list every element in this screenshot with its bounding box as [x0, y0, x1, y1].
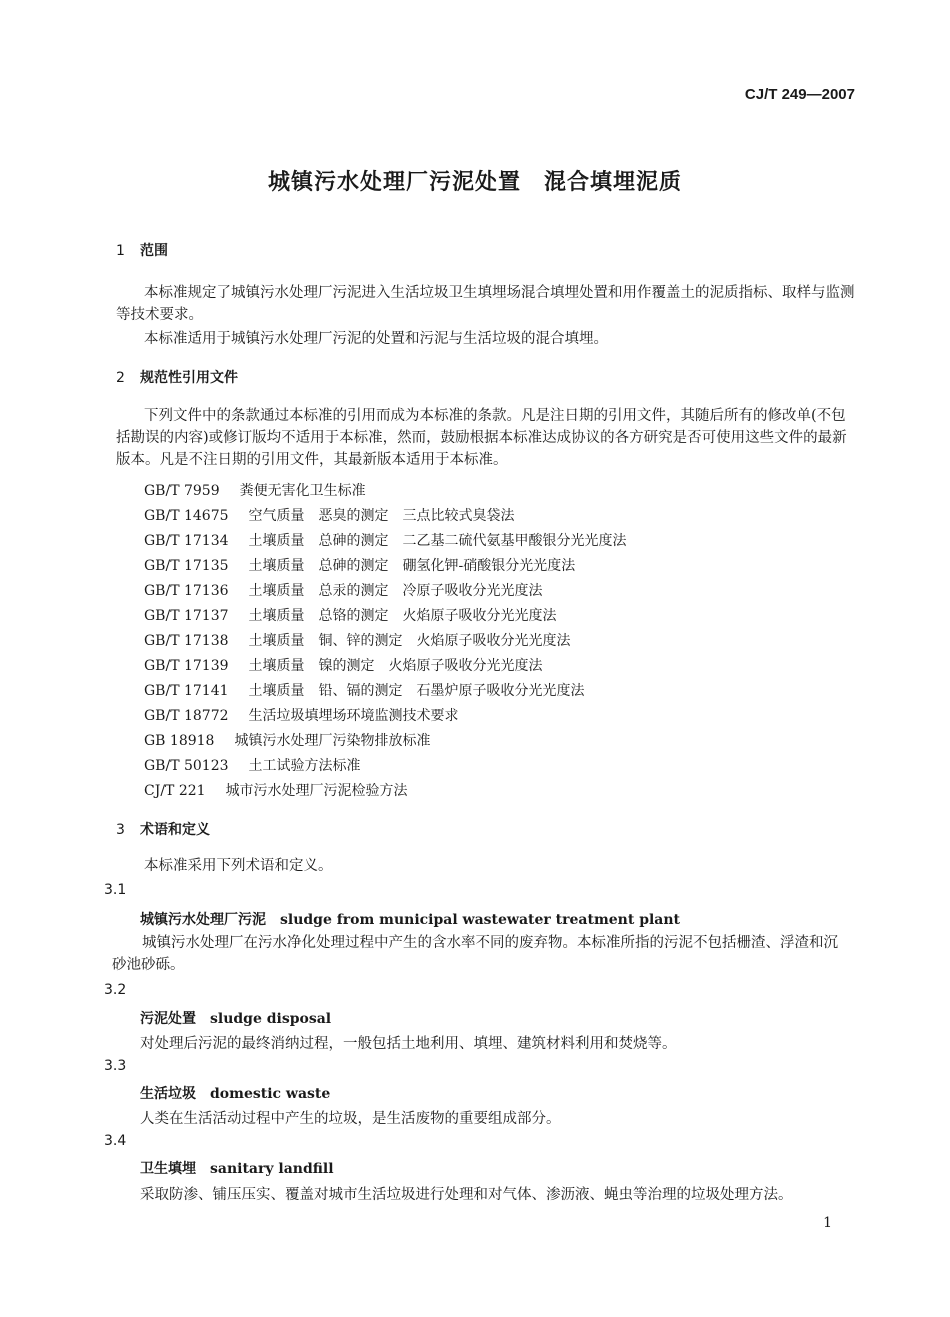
section-number: 3: [116, 822, 125, 838]
reference-code: GB/T 14675: [144, 508, 229, 524]
section-title: 术语和定义: [140, 822, 210, 838]
term-definition: 采取防渗、铺压压实、覆盖对城市生活垃圾进行处理和对气体、渗沥液、蝇虫等治理的垃圾处理方法。: [140, 1187, 793, 1203]
scope-paragraph-2: 本标准适用于城镇污水处理厂污泥的处置和污泥与生活垃圾的混合填埋。: [144, 331, 608, 347]
reference-code: GB/T 17139: [144, 658, 229, 674]
reference-item: [144, 480, 366, 500]
term-heading: [140, 1008, 331, 1028]
term-number: 3.2: [104, 982, 127, 998]
reference-item: [144, 580, 543, 600]
reference-title: 土壤质量 镍的测定 火焰原子吸收分光光度法: [248, 658, 543, 674]
reference-code: GB 18918: [144, 733, 215, 749]
section-title: 范围: [140, 243, 168, 259]
reference-title: 土壤质量 铜、锌的测定 火焰原子吸收分光光度法: [248, 633, 571, 649]
reference-title: 土壤质量 铅、镉的测定 石墨炉原子吸收分光光度法: [248, 683, 585, 699]
reference-code: GB/T 18772: [144, 708, 229, 724]
term-heading: [140, 909, 680, 929]
term-en: sludge from municipal wastewater treatment plant: [280, 912, 681, 928]
reference-item: [144, 680, 585, 700]
reference-title: 土工试验方法标准: [248, 758, 361, 774]
term-heading: [140, 1083, 330, 1103]
reference-code: GB/T 50123: [144, 758, 229, 774]
reference-title: 生活垃圾填埋场环境监测技术要求: [248, 708, 459, 724]
section-heading-scope: [116, 240, 168, 260]
term-zh: 城镇污水处理厂污泥: [140, 912, 266, 928]
reference-title: 城市污水处理厂污泥检验方法: [225, 783, 408, 799]
term-number: 3.1: [104, 882, 127, 898]
terms-intro-paragraph: 本标准采用下列术语和定义。: [144, 858, 333, 874]
reference-item: [144, 505, 515, 525]
term-definition: 对处理后污泥的最终消纳过程，一般包括土地利用、填埋、建筑材料利用和焚烧等。: [140, 1036, 677, 1052]
reference-title: 土壤质量 总铬的测定 火焰原子吸收分光光度法: [248, 608, 557, 624]
reference-title: 粪便无害化卫生标准: [239, 483, 366, 499]
reference-item: [144, 630, 571, 650]
scope-paragraph-1: 本标准规定了城镇污水处理厂污泥进入生活垃圾卫生填埋场混合填埋处置和用作覆盖土的泥质指标、取样与监测等技术要求。: [116, 285, 855, 323]
reference-code: GB/T 17135: [144, 558, 229, 574]
reference-title: 土壤质量 总砷的测定 二乙基二硫代氨基甲酸银分光光度法: [248, 533, 627, 549]
term-en: sanitary landfill: [210, 1161, 334, 1177]
term-heading: [140, 1158, 334, 1178]
reference-code: GB/T 17141: [144, 683, 229, 699]
term-zh: 卫生填埋: [140, 1161, 196, 1177]
term-en: sludge disposal: [210, 1011, 332, 1027]
term-definition: 城镇污水处理厂在污水净化处理过程中产生的含水率不同的废弃物。本标准所指的污泥不包括栅渣、浮渣和沉砂池砂砾。: [112, 935, 838, 973]
term-number: 3.4: [104, 1133, 127, 1149]
reference-title: 城镇污水处理厂污染物排放标准: [234, 733, 431, 749]
reference-item: [144, 530, 627, 550]
reference-code: GB/T 7959: [144, 483, 220, 499]
term-zh: 污泥处置: [140, 1011, 196, 1027]
reference-title: 土壤质量 总汞的测定 冷原子吸收分光光度法: [248, 583, 543, 599]
reference-item: [144, 780, 408, 800]
reference-code: GB/T 17138: [144, 633, 229, 649]
reference-item: [144, 730, 430, 750]
term-definition: 人类在生活活动过程中产生的垃圾，是生活废物的重要组成部分。: [140, 1111, 561, 1127]
reference-item: [144, 655, 543, 675]
term-en: domestic waste: [210, 1086, 331, 1102]
references-paragraph: 下列文件中的条款通过本标准的引用而成为本标准的条款。凡是注日期的引用文件，其随后所有的修改单(不包括勘误的内容)或修订版均不适用于本标准，然而，鼓励根据本标准达成协议的各方研究是否可使用这些文件的最新版本。凡是不注日期的引用文件，其最新版本适用于本标准。: [116, 408, 847, 468]
reference-code: GB/T 17136: [144, 583, 229, 599]
document-code: CJ/T 249—2007: [744, 86, 855, 103]
section-number: 1: [116, 243, 125, 259]
reference-item: [144, 555, 575, 575]
term-number: 3.3: [104, 1058, 127, 1074]
section-number: 2: [116, 370, 125, 386]
section-heading-terms: [116, 819, 210, 839]
reference-item: [144, 605, 557, 625]
reference-code: CJ/T 221: [144, 783, 206, 799]
reference-code: GB/T 17137: [144, 608, 229, 624]
section-title: 规范性引用文件: [140, 370, 238, 386]
section-heading-references: [116, 367, 238, 387]
reference-item: [144, 755, 361, 775]
document-title: 城镇污水处理厂污泥处置 混合填埋泥质: [267, 170, 682, 195]
reference-item: [144, 705, 459, 725]
reference-title: 土壤质量 总砷的测定 硼氢化钾-硝酸银分光光度法: [248, 558, 576, 574]
reference-title: 空气质量 恶臭的测定 三点比较式臭袋法: [248, 508, 515, 524]
term-zh: 生活垃圾: [140, 1086, 196, 1102]
reference-code: GB/T 17134: [144, 533, 229, 549]
page-number: 1: [823, 1215, 832, 1231]
